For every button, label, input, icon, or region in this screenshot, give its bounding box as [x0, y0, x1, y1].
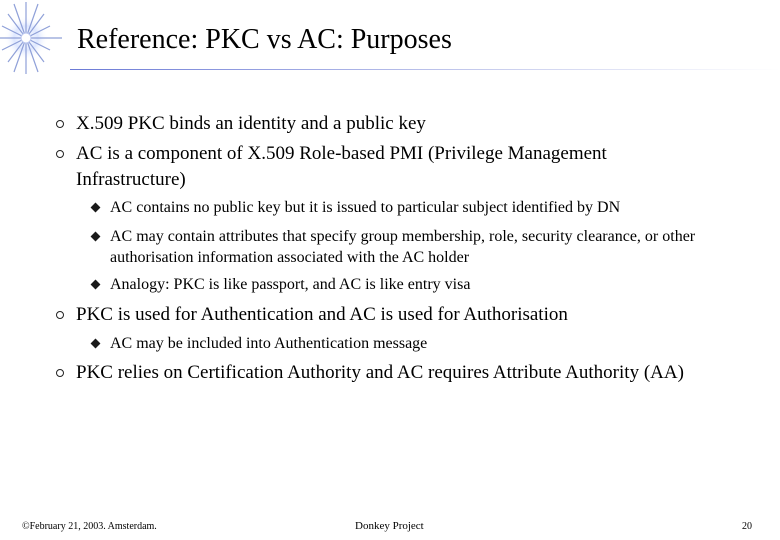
list-item: [76, 302, 766, 328]
list-item: [76, 360, 766, 386]
sub-list-item-text: AC may contain attributes that specify group membership, role, security clearance, or other authorisation information associated with the AC holder: [110, 228, 696, 266]
list-item-text: PKC is used for Authentication and AC is used for Authorisation: [76, 304, 568, 325]
page-number: 20: [742, 521, 752, 532]
diamond-bullet-icon: [91, 339, 101, 349]
hollow-circle-bullet-icon: [56, 120, 64, 128]
list-item-text: AC is a component of X.509 Role-based PMI (Privilege Management Infrastructure): [76, 143, 607, 190]
hollow-circle-bullet-icon: [56, 369, 64, 377]
sub-list-item-text: AC may be included into Authentication message: [110, 335, 428, 352]
hollow-circle-bullet-icon: [56, 311, 64, 319]
sub-list-item-text: Analogy: PKC is like passport, and AC is like entry visa: [110, 276, 471, 293]
list-item: [76, 141, 676, 193]
sub-list-item-text: AC contains no public key but it is issued to particular subject identified by DN: [110, 199, 621, 216]
list-item: [76, 111, 766, 137]
diamond-bullet-icon: [91, 280, 101, 290]
footer-date: ©February 21, 2003. Amsterdam.: [22, 521, 157, 532]
list-item-text: X.509 PKC binds an identity and a public key: [76, 113, 426, 134]
footer-project: Donkey Project: [355, 520, 424, 532]
sub-list-item: [110, 197, 770, 218]
list-item-text: PKC relies on Certification Authority and AC requires Attribute Authority (AA): [76, 362, 684, 383]
sub-list-item: [110, 333, 770, 354]
diamond-bullet-icon: [91, 203, 101, 213]
sub-list-item: [110, 274, 770, 295]
page-title: Reference: PKC vs AC: Purposes: [77, 24, 452, 55]
hollow-circle-bullet-icon: [56, 150, 64, 158]
sub-list-item: [110, 226, 770, 268]
diamond-bullet-icon: [91, 232, 101, 242]
